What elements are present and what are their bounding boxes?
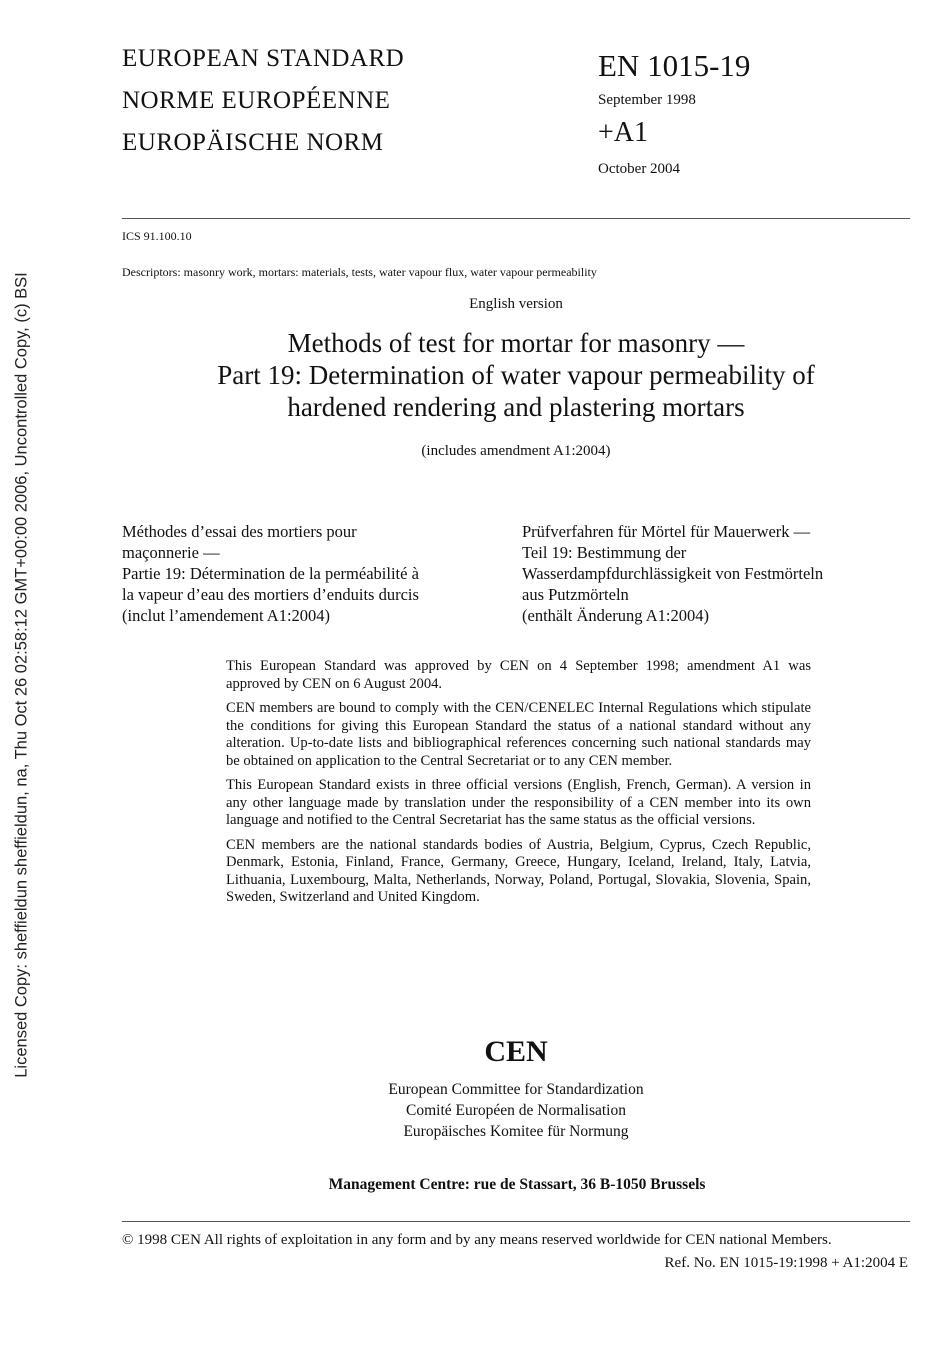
body-paragraph: CEN members are the national standards bodies of Austria, Belgium, Cyprus, Czech Republic, Denmark, Estonia, Finland, France, Germany, Greece, Hungary, Iceland, Ireland, Italy, Latvia, Lithuania, Luxembourg, Malta, Netherlands, Norway, Poland, Portugal, Slovakia, Slovenia, Spain, Sweden, Switzerland and United Kingdom. (226, 836, 811, 905)
document-title (122, 327, 910, 423)
standard-number: EN 1015-19 (598, 48, 751, 83)
body-paragraph: This European Standard was approved by CEN on 4 September 1998; amendment A1 was approved by CEN on 6 August 2004. (226, 658, 811, 692)
ics-code: ICS 91.100.10 (122, 229, 192, 243)
copyright-notice: © 1998 CEN All rights of exploitation in any form and by any means reserved worldwide for CEN national Members. (122, 1232, 832, 1248)
descriptors: Descriptors: masonry work, mortars: materials, tests, water vapour flux, water vapour permeability (122, 265, 597, 279)
german-title-line: Teil 19: Bestimmung der (522, 543, 687, 562)
management-centre: Management Centre: rue de Stassart, 36 B-1050 Brussels (328, 1176, 706, 1193)
committee-name-de: Europäisches Komitee für Normung (403, 1123, 629, 1140)
french-title-line: Partie 19: Détermination de la perméabilité à (122, 564, 419, 583)
french-title-line: la vapeur d’eau des mortiers d’enduits durcis (122, 585, 419, 604)
french-title-line: (inclut l’amendement A1:2004) (122, 606, 331, 625)
standard-date: September 1998 (598, 92, 696, 108)
german-title-line: (enthält Änderung A1:2004) (522, 606, 709, 625)
reference-number: Ref. No. EN 1015-19:1998 + A1:2004 E (664, 1255, 908, 1271)
standard-names (122, 46, 404, 155)
cen-acronym: CEN (484, 1035, 548, 1068)
committee-name-fr: Comité Européen de Normalisation (406, 1102, 626, 1119)
body-paragraph: This European Standard exists in three official versions (English, French, German). A version in any other language made by translation under the responsibility of a CEN member into its own language and notified to the Central Secretariat has the same status as the official versions. (226, 777, 811, 828)
committee-name-en: European Committee for Standardization (388, 1081, 644, 1098)
german-title (522, 521, 912, 626)
german-title-line: aus Putzmörteln (522, 585, 629, 604)
title-line: Part 19: Determination of water vapour permeability of (217, 360, 815, 390)
standard-name-en: EUROPEAN STANDARD (122, 45, 405, 72)
includes-note: (includes amendment A1:2004) (421, 443, 611, 459)
standard-name-de: EUROPÄISCHE NORM (122, 129, 384, 156)
french-title (122, 521, 502, 626)
committee-names (122, 1079, 910, 1142)
footer-divider (122, 1221, 910, 1222)
body-paragraph: CEN members are bound to comply with the CEN/CENELEC Internal Regulations which stipulate the conditions for giving this European Standard the status of a national standard without any alteration. Up-to-date lists and bibliographical references concerning such national standards may be obtained on application to the Central Secretariat or to any CEN member. (226, 700, 811, 769)
standard-name-fr: NORME EUROPÉENNE (122, 87, 391, 114)
language-version: English version (469, 296, 563, 312)
header-divider (122, 218, 910, 219)
amendment-label: +A1 (598, 117, 649, 148)
amendment-date: October 2004 (598, 161, 681, 177)
license-watermark: Licensed Copy: sheffieldun sheffieldun, na, Thu Oct 26 02:58:12 GMT+00:00 2006, Uncontrolled Copy, (c) BSI (12, 272, 31, 1078)
title-line: hardened rendering and plastering mortars (287, 392, 745, 422)
german-title-line: Prüfverfahren für Mörtel für Mauerwerk — (522, 522, 811, 541)
french-title-line: maçonnerie — (122, 543, 220, 562)
title-line: Methods of test for mortar for masonry — (287, 328, 745, 358)
german-title-line: Wasserdampfdurchlässigkeit von Festmörteln (522, 564, 824, 583)
approval-text (226, 658, 811, 914)
french-title-line: Méthodes d’essai des mortiers pour (122, 522, 357, 541)
